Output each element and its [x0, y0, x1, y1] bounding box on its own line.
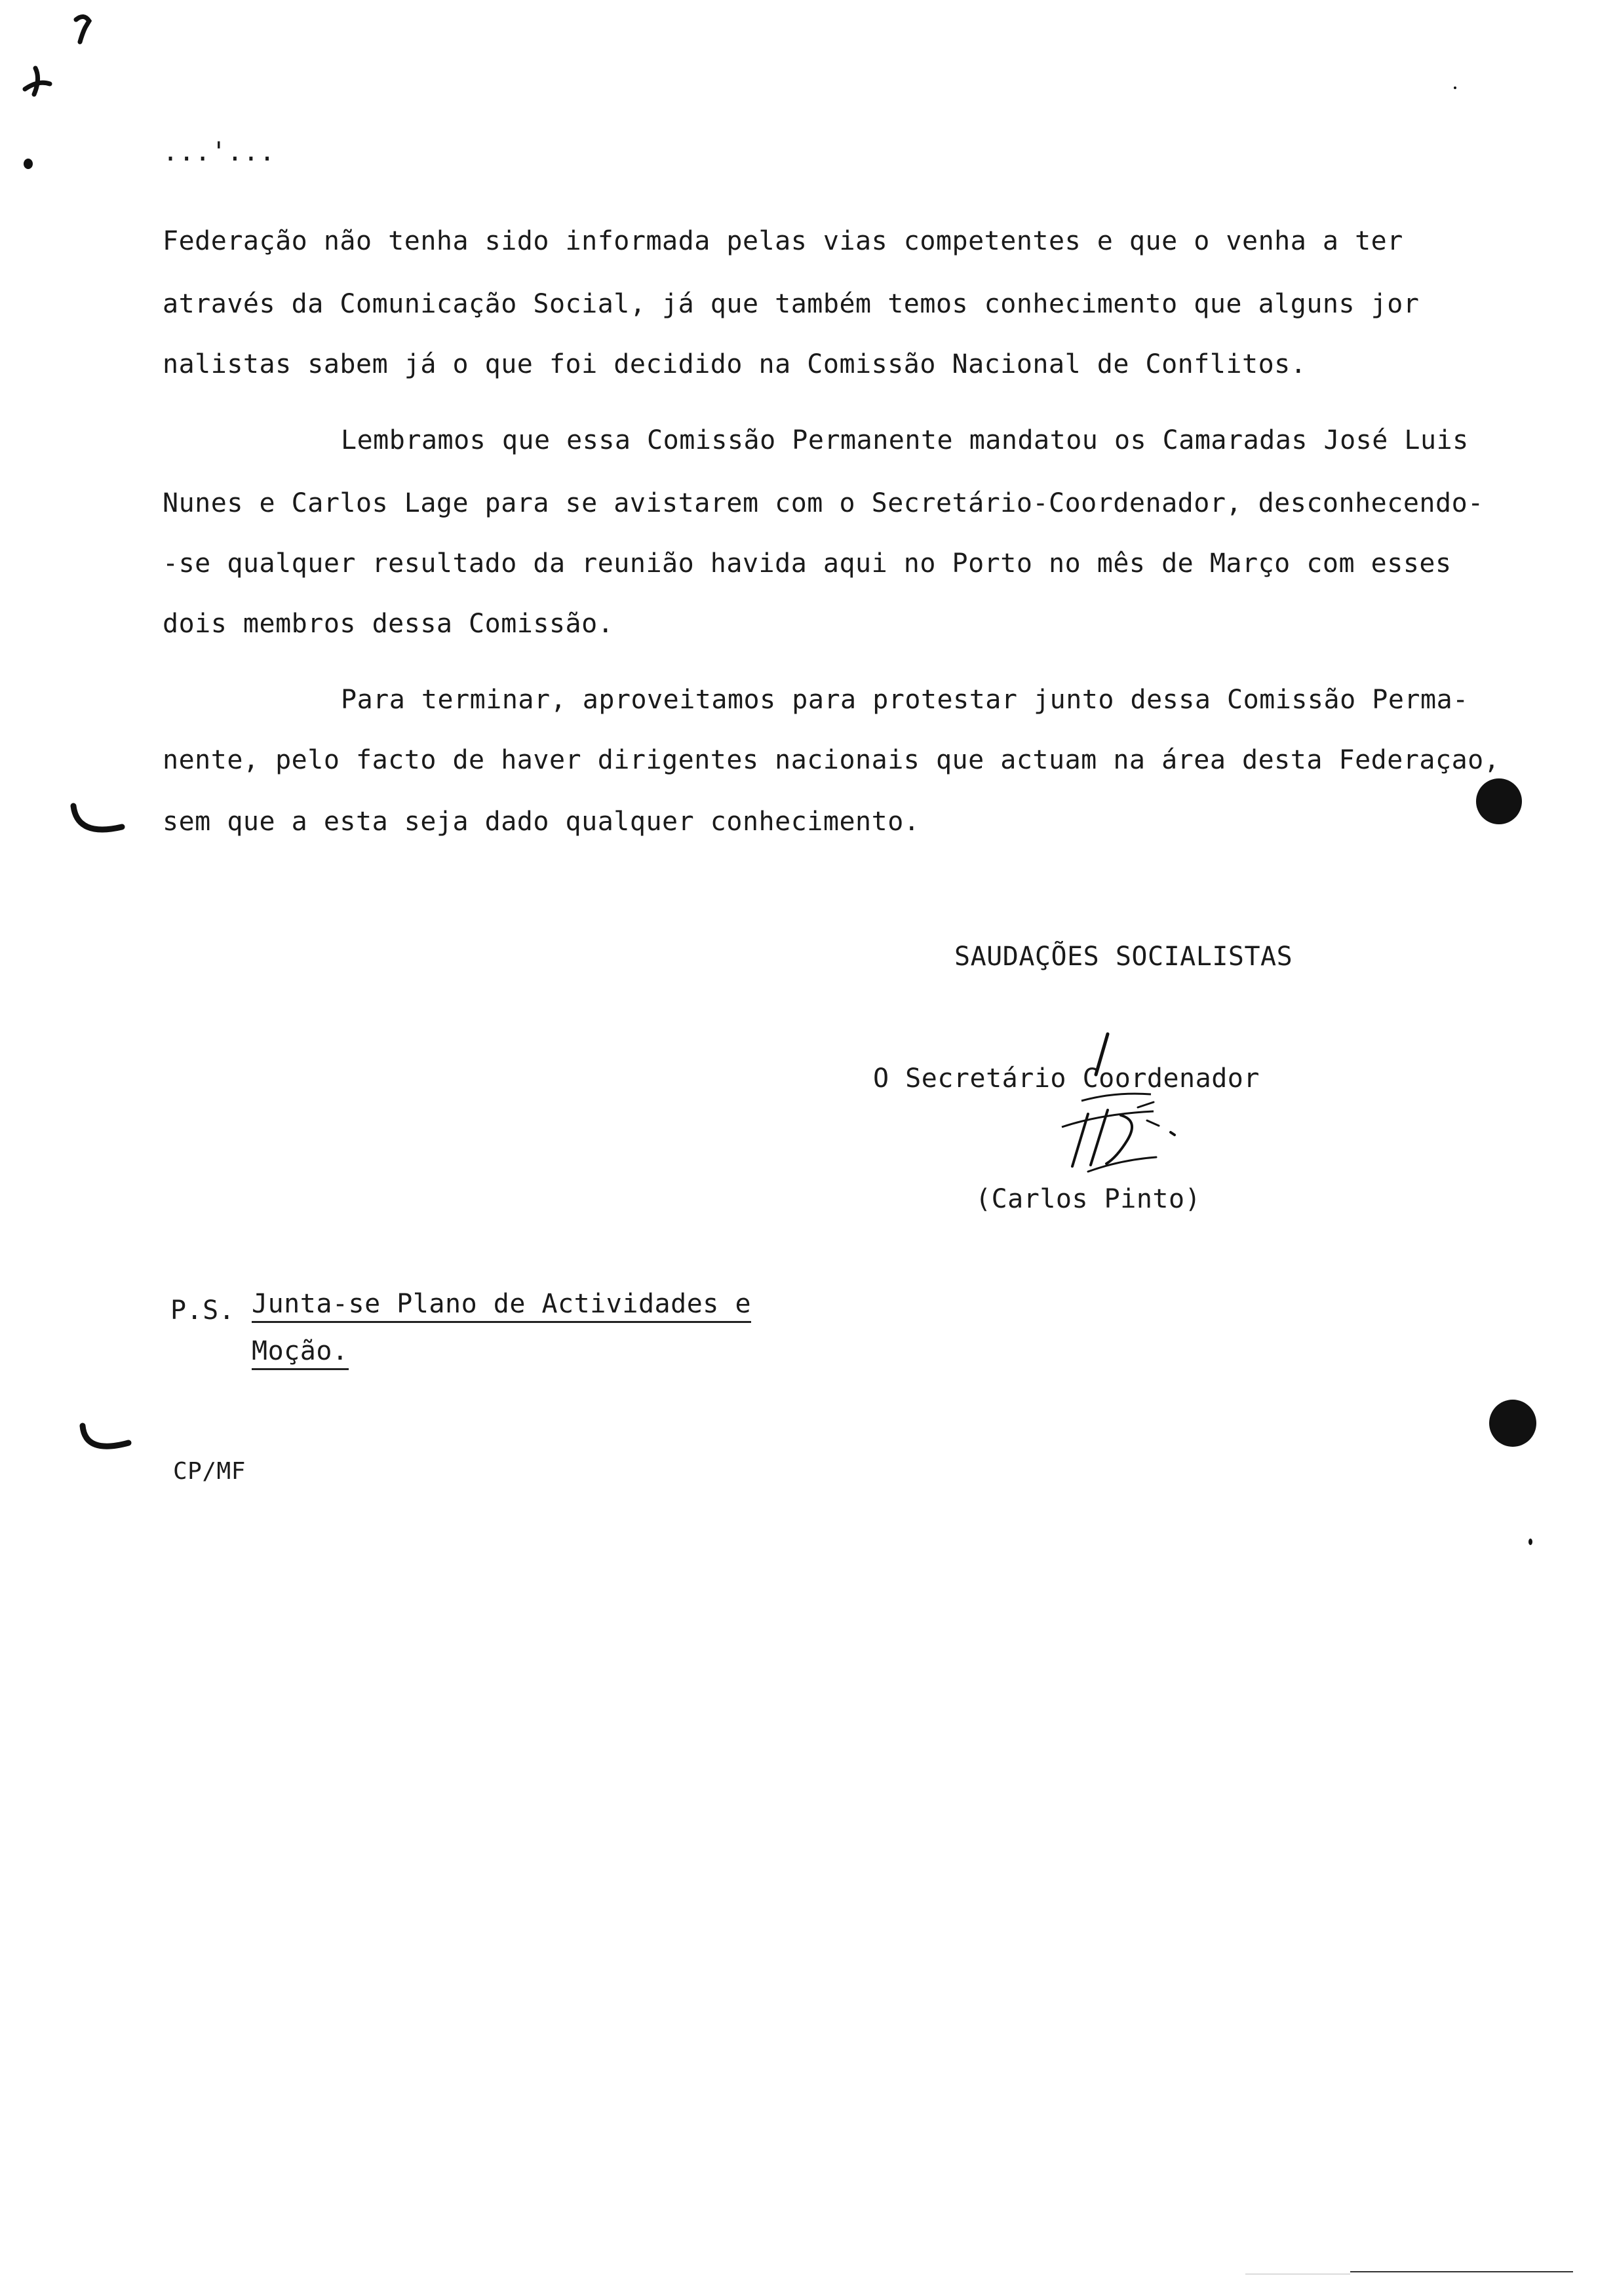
paragraph-1-line-3: nalistas sabem já o que foi decidido na Comissão Nacional de Conflitos. [163, 349, 1307, 379]
punch-hole-dot-lower [1489, 1400, 1536, 1447]
ink-mark-middle [18, 60, 58, 100]
punch-hole-arc-lower [76, 1421, 135, 1466]
paragraph-2-line-3: -se qualquer resultado da reunião havida aqui no Porto no mês de Março com esses [163, 548, 1452, 579]
paragraph-2-line-2: Nunes e Carlos Lage para se avistarem com o Secretário-Coordenador, desconhecendo- [163, 488, 1484, 518]
paragraph-2-line-1: Lembramos que essa Comissão Permanente mandatou os Camaradas José Luis [341, 425, 1469, 455]
handwritten-signature [1022, 1029, 1219, 1199]
closing-salutation: SAUDAÇÕES SOCIALISTAS [954, 942, 1293, 972]
postscript-label: P.S. [170, 1295, 235, 1326]
ink-speck-edge [1454, 86, 1456, 89]
ink-dot-left [24, 159, 33, 169]
punch-hole-arc-upper [68, 801, 127, 847]
paragraph-1-line-2: através da Comunicação Social, já que também temos conhecimento que alguns jor [163, 289, 1420, 319]
bottom-scan-edge [1350, 2271, 1573, 2272]
postscript-line-2: Moção. [252, 1335, 349, 1370]
postscript-line-1: Junta-se Plano de Actividades e [252, 1288, 751, 1323]
continuation-marker: ...'... [163, 137, 276, 167]
signatory-title: O Secretário Coordenador [873, 1063, 1260, 1094]
signatory-name: (Carlos Pinto) [975, 1184, 1201, 1214]
reference-initials: CP/MF [173, 1458, 246, 1485]
paragraph-2-line-4: dois membros dessa Comissão. [163, 609, 614, 639]
ink-mark-top [71, 13, 97, 46]
paragraph-1-line-1: Federação não tenha sido informada pelas vias competentes e que o venha a ter [163, 226, 1403, 256]
ink-speck-right [1528, 1539, 1532, 1545]
punch-hole-dot-upper [1476, 778, 1522, 824]
paragraph-3-line-3: sem que a esta seja dado qualquer conhecimento. [163, 807, 920, 837]
paragraph-3-line-2: nente, pelo facto de haver dirigentes nacionais que actuam na área desta Federaçao, [163, 745, 1500, 775]
paragraph-3-line-1: Para terminar, aproveitamos para protestar junto dessa Comissão Perma- [341, 685, 1469, 715]
